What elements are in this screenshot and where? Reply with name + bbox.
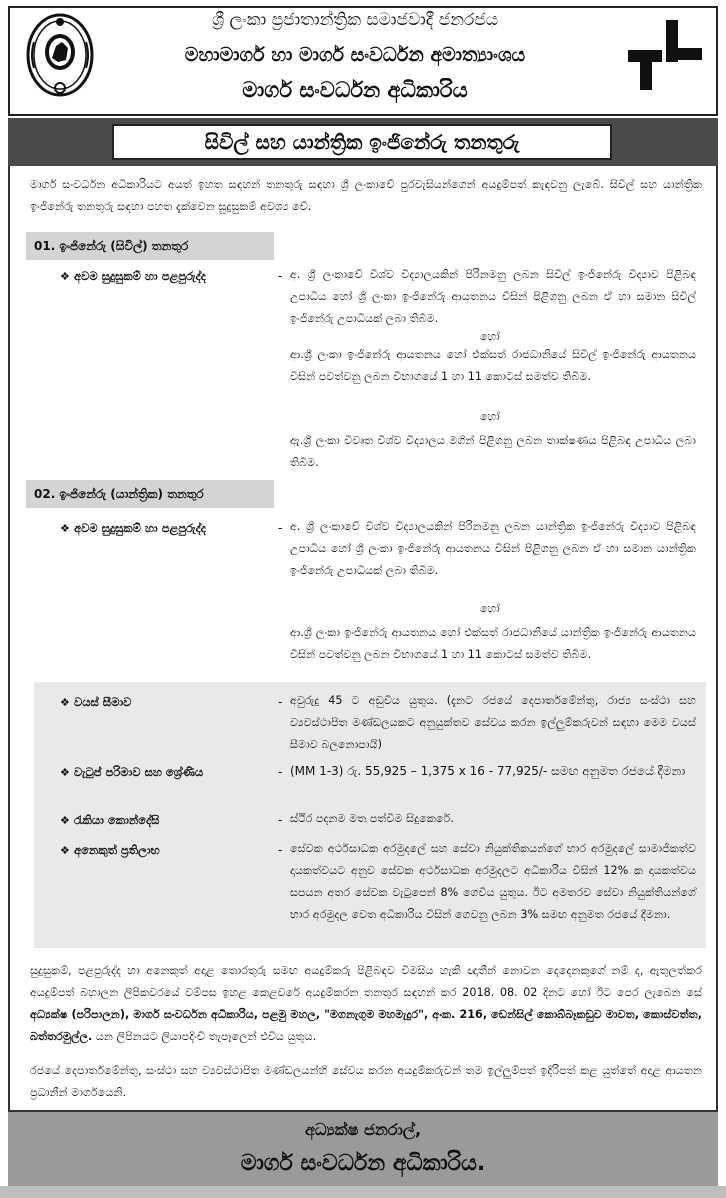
side-code	[712, 638, 722, 668]
salary-text: (MM 1-3) රු. 55,925 – 1,375 x 16 - 77,925/- සමඟ අනුමත රජයේ දීමනා	[290, 764, 686, 778]
header-line-1: ශ්‍රී ලංකා ප්‍රජාතාන්ත්‍රික සමාජවාදී ජනරජය	[211, 10, 499, 30]
section2-option-a: අ. ශ්‍රී ලංකාවේ විශ්ව විද්‍යාලයකින් පිරිනමනු ලබන යාන්ත්‍රික ඉංජිනේරු විද්‍යාව පිළිබඳ උපාධිය හෝ ශ්‍රී ලංකා ඉංජිනේරු ආයතනය විසින් පිළිගනු ලබන ඒ හා සමාන යාන්ත්‍රික ඉංජිනේරු උපාධියක් ලබා තිබීම.	[290, 520, 696, 577]
service-dash: -	[278, 813, 283, 827]
section1-option-c: ඇ.ශ්‍රී ලංකා විවෘත විශ්ව විද්‍යාලය මගින් පිළිගනු ලබන තාක්ෂණය පිළිබඳ උපාධිය ලබා තිබීම.	[290, 434, 696, 469]
section1-or-2: හෝ	[480, 410, 500, 423]
section1-or-1: හෝ	[480, 330, 500, 343]
bullet-icon: ❖	[60, 844, 70, 857]
application-instructions: සුදුසුකම්, පළපුරුද්ද හා අනෙකුත් අදාළ තොරතුරු සමඟ අයදුම්කරු පිළිබඳව විමසිය හැකි ඥාතීන් නොවන දෙදෙනකුගේ නම් ද, ඇතුලත්කර අයදුම්පත් බහාලන ලිපිකවරයේ වම්පස ඉහළ කෙළවරේ අයදුම්කරන තනතුර සඳහන් කර 2018. 08. 02 දිනට හෝ ඊට පෙර ලැබෙන සේ අධ්‍යක්ෂ (පරිපාලන), මාර්ග සංවර්ධන අධිකාරිය, පළමු මහල, "මගනැගුම මහමැදුර", අංක. 216, ඩෙන්සිල් කොබ්බෑකඩුව මාවත, කොස්වත්ත, බත්තරමුල්ල. යන ලිපිනයට ලියාපදිංචි තැපෑලෙන් එවිය යුතුය.	[30, 964, 702, 1043]
section2-or-1: හෝ	[480, 602, 500, 615]
header-line-3: මාර්ග සංවර්ධන අධිකාරිය	[242, 78, 468, 102]
signatory-title: අධ්‍යක්ෂ ජනරාල්,	[304, 1120, 422, 1139]
section2-dash: -	[278, 521, 283, 535]
section1-heading: 01. ඉංජිනේරු (සිවිල්) තනතුර	[26, 232, 274, 260]
national-emblem-icon	[24, 12, 96, 98]
bullet-icon: ❖	[60, 522, 70, 535]
bullet-icon: ❖	[60, 814, 70, 827]
benefits-text: සේවක අර්ථසාධක අරමුදලේ සහ සේවා නියුක්තිකයන්ගේ භාර අරමුදලේ සාමාජිකත්ව දායකත්වයට අනුව සේවක අර්ථසාධක අරමුදලට අධිකාරිය විසින් 12% ක දායකත්වය සපයන අතර සේවක වැටුපෙන් 8% ගෙවිය යුතුය. ඊට අමතරව සේවා නියුක්තියන්ගේ භාර අරමුදල වෙත අධිකාරිය විසින් ගෙවනු ලබන 3% සමඟ අනුමත රජයේ දීමනා.	[290, 842, 696, 921]
salary-dash: -	[278, 765, 283, 779]
section1-option-a: අ. ශ්‍රී ලංකාවේ විශ්ව විද්‍යාලයකින් පිරිනමනු ලබන සිවිල් ඉංජිනේරු විද්‍යාව පිළිබඳ උපාධිය හෝ ශ්‍රී ලංකා ඉංජිනේරු ආයතනය විසින් පිළිගනු ලබන ඒ හා සමාන සිවිල් ඉංජිනේරු උපාධියක් ලබා තිබීම.	[290, 268, 696, 325]
section1-option-b: ආ.ශ්‍රී ලංකා ඉංජිනේරු ආයතනය හෝ එක්සත් රාජධානියේ සිවිල් ඉංජිනේරු ආයතනය විසින් පවත්වනු ලබන විභාගයේ 1 හා 11 කොටස් සමත්ව තිබීම.	[290, 348, 696, 383]
salary-label: ❖ වැටුප් පරිමාව සහ ශ්‍රේණිය	[60, 765, 204, 779]
service-label: ❖ රැකියා කොන්දේසි	[60, 813, 160, 827]
benefits-dash: -	[278, 843, 283, 857]
age-label: ❖ වයස් සීමාව	[60, 695, 132, 709]
section2-option-b: ආ.ශ්‍රී ලංකා ඉංජිනේරු ආයතනය හෝ එක්සත් රාජධානියේ යාන්ත්‍රික ඉංජිනේරු ආයතනය විසින් පවත්වනු ලබන විභාගයේ 1 හා 11 කොටස් සමත්ව තිබීම.	[290, 626, 696, 661]
section1-req-label: ❖ අවම සුදුසුකම් හා පළපුරුද්ද	[60, 269, 206, 283]
benefits-label: ❖ අනෙකුත් ප්‍රතිලාභ	[60, 843, 160, 857]
section2-req-label: ❖ අවම සුදුසුකම් හා පළපුරුද්ද	[60, 521, 206, 535]
rda-logo-icon	[626, 18, 704, 92]
service-text: ස්ථිර පදනම මත පත්වීම සිදුකෙරේ.	[290, 812, 454, 825]
bottom-strip	[0, 1186, 726, 1198]
section2-heading: 02. ඉංජිනේරු (යාන්ත්‍රික) තනතුර	[26, 480, 274, 508]
section1-dash: -	[278, 269, 283, 283]
postal-address: අධ්‍යක්ෂ (පරිපාලන), මාර්ග සංවර්ධන අධිකාරිය, පළමු මහල, "මගනැගුම මහමැදුර", අංක. 216, ඩෙන්සිල් කොබ්බෑකඩුව මාවත, කොස්වත්ත, බත්තරමුල්ල.	[30, 1008, 702, 1043]
signatory-organization: මාර්ග සංවර්ධන අධිකාරිය.	[240, 1151, 486, 1176]
age-text: අවුරුදු 45 ට අඩුවිය යුතුය. (දැනට රජයේ දෙපාර්තමේන්තු, රාජ්‍ය සංස්ථා සහ ව්‍යවස්ථාපිත මණ්ඩලයකට අනුයුක්තව සේවය කරන ඉල්ලුම්කරුවන් සඳහා මෙම වයස් සීමාව බලනොපායි)	[290, 694, 696, 751]
page-title: සිවිල් සහ යාන්ත්‍රික ඉංජිනේරු තනතුරු	[112, 124, 612, 160]
government-applicant-note: රජයේ දෙපාර්තමේන්තු, සංස්ථා සහ ව්‍යවස්ථාපිත මණ්ඩලයන්හි සේවය කරන අයදුම්කරුවන් තම ඉල්ලුම්පත් ඉදිරිපත් කළ යුත්තේ අදාළ ආයතන ප්‍රධානීන් මාර්ගයෙනි.	[30, 1064, 702, 1099]
bullet-icon: ❖	[60, 766, 70, 779]
intro-paragraph: මාර්ග සංවර්ධන අධිකාරියට අයත් ඉහත සඳහන් තනතුරු සඳහා ශ්‍රී ලංකාවේ පුරවැසියන්ගෙන් අයදුම්පත් කැඳවනු ලැබේ. සිවිල් සහ යාන්ත්‍රික ඉංජිනේරු තනතුරු සඳහා පහත දැක්වෙන සුදුසුකම් අවශ්‍ය වේ.	[30, 178, 702, 213]
bullet-icon: ❖	[60, 696, 70, 709]
header-line-2: මහාමාර්ග හා මාර්ග සංවර්ධන අමාත්‍යාංශය	[184, 44, 526, 66]
age-dash: -	[278, 695, 283, 709]
bullet-icon: ❖	[60, 270, 70, 283]
